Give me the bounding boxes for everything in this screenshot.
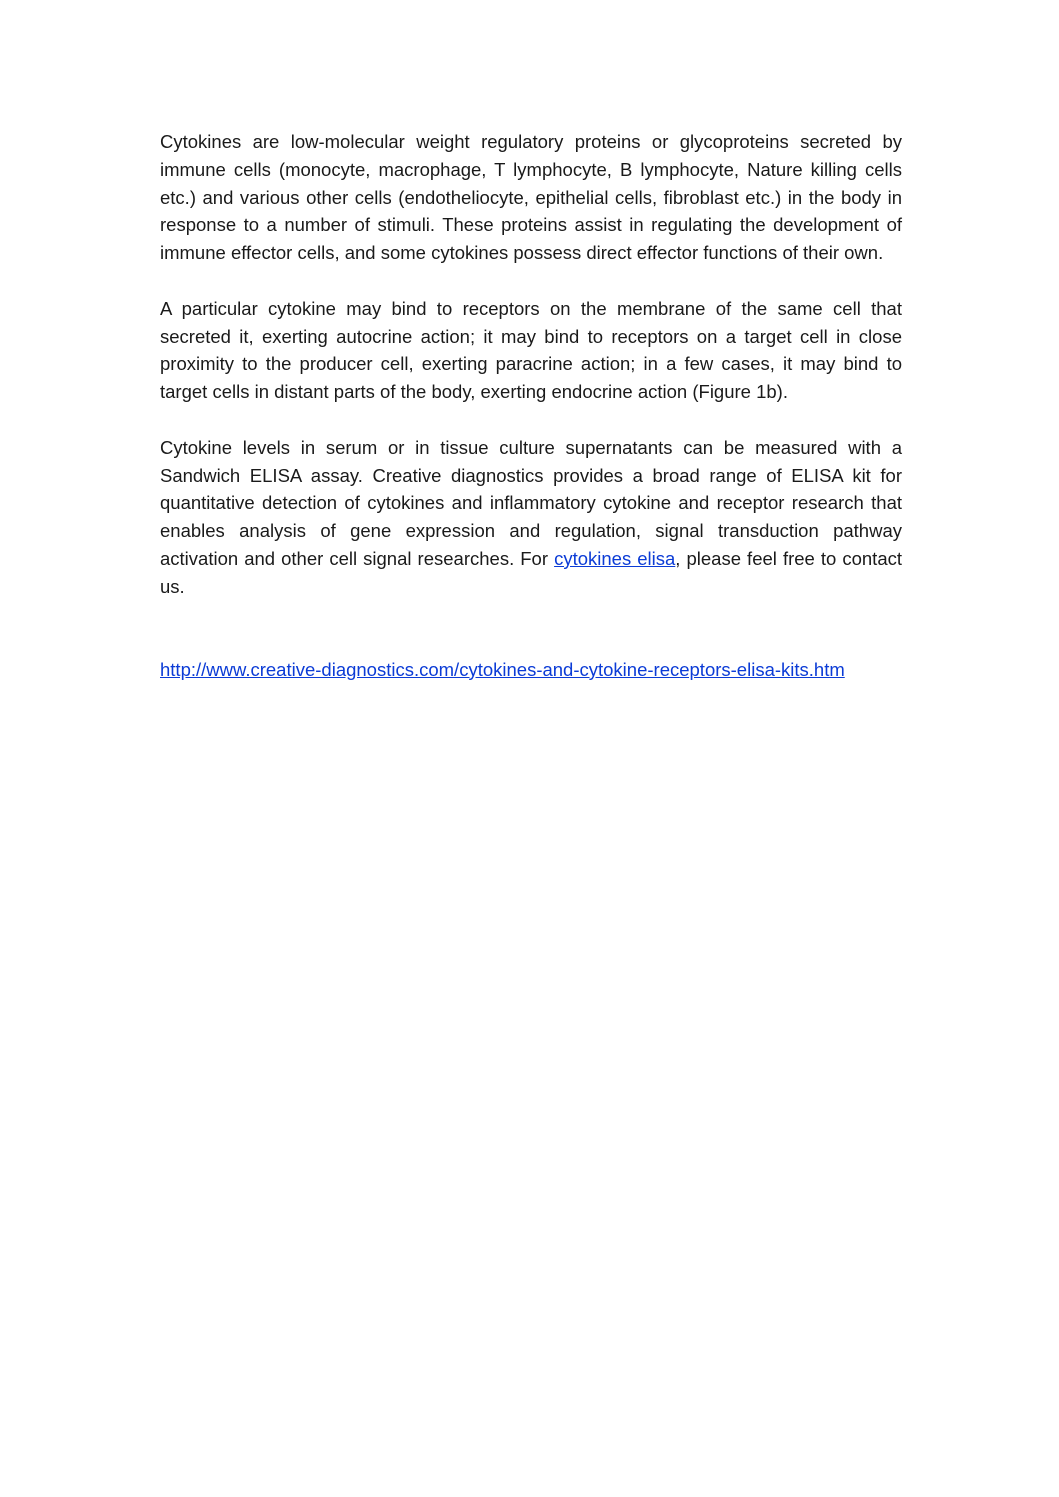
paragraph-cytokine-levels [160, 434, 902, 601]
url-block [160, 656, 902, 684]
document-body [160, 128, 902, 683]
cytokines-elisa-link[interactable]: cytokines elisa [554, 547, 676, 569]
paragraph-cytokine-action: A particular cytokine may bind to receptors on the membrane of the same cell that secreted it, exerting autocrine action; it may bind to receptors on a target cell in close proximity to the producer cell, exerting paracrine action; in a few cases, it may bind to target cells in distant parts of the body, exerting endocrine action (Figure 1b). [160, 297, 902, 403]
website-url-link[interactable]: http://www.creative-diagnostics.com/cytokines-and-cytokine-receptors-elisa-kits.htm [160, 658, 845, 680]
paragraph-text-before-link: Cytokine levels in serum or in tissue culture supernatants can be measured with a Sandwich ELISA assay. Creative diagnostics provides a broad range of ELISA kit for quantitative detection of cytokines and inflammatory cytokine and receptor research that enables analysis of gene expression and regulation, signal transduction pathway activation and other cell signal researches. For [160, 436, 902, 569]
paragraph-cytokines-intro: Cytokines are low-molecular weight regulatory proteins or glycoproteins secreted by immune cells (monocyte, macrophage, T lymphocyte, B lymphocyte, Nature killing cells etc.) and various other cells (endotheliocyte, epithelial cells, fibroblast etc.) in the body in response to a number of stimuli. These proteins assist in regulating the development of immune effector cells, and some cytokines possess direct effector functions of their own. [160, 131, 902, 264]
paragraph-text-after-link: , please feel free to contact us. [160, 547, 902, 597]
